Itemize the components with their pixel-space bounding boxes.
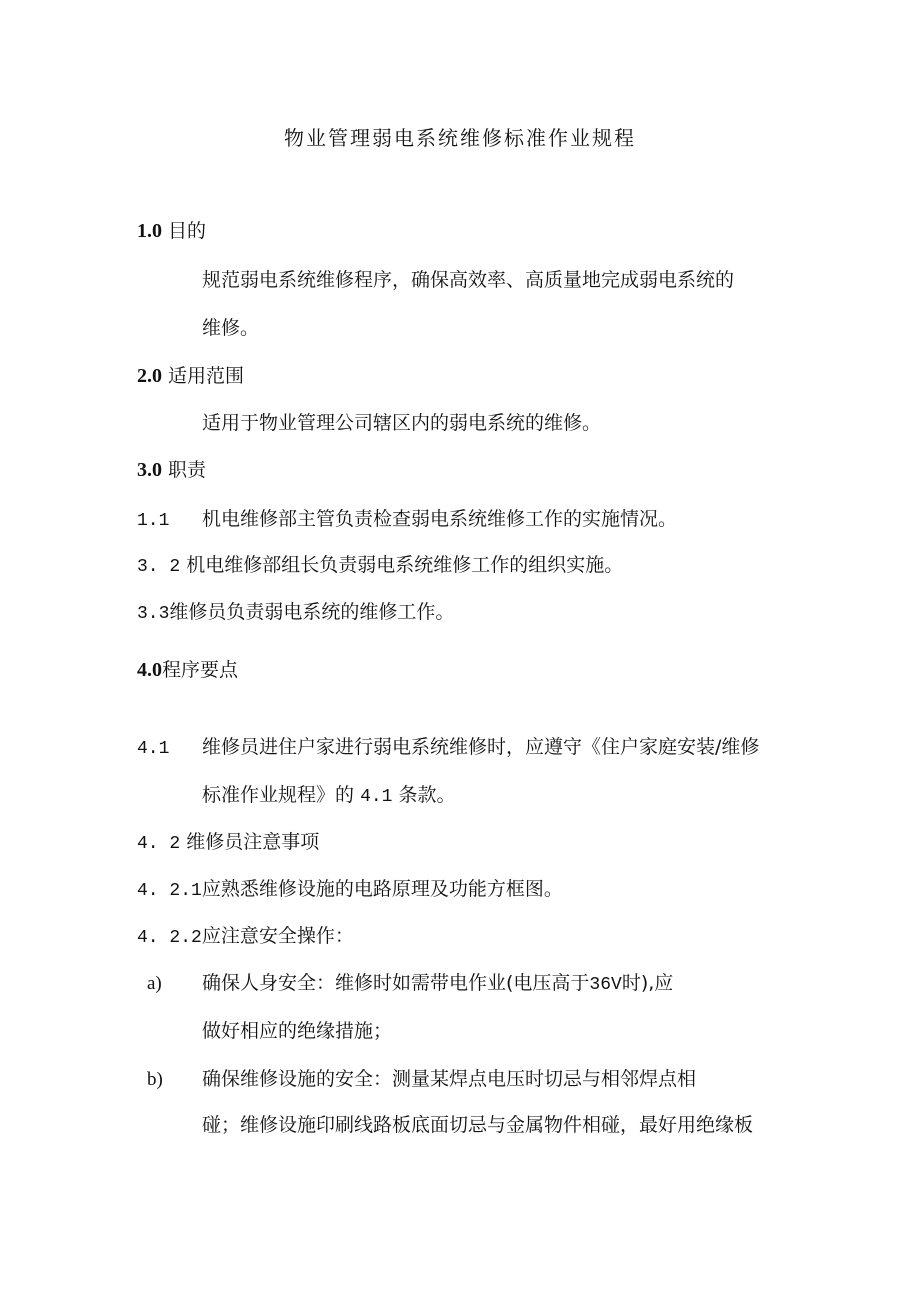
clause-4-2-text: 维修员注意事项 xyxy=(186,831,320,853)
clause-4-2-2-number: 4. 2.2 xyxy=(137,928,202,948)
item-b-line-1: 确保维修设施的安全：测量某焊点电压时切忌与相邻焊点相 xyxy=(202,1068,697,1090)
clause-4-2-1 xyxy=(137,877,563,903)
clause-4-1-number-text: 4.1 xyxy=(137,739,170,759)
clause-4-2-2 xyxy=(137,924,354,950)
section-3-number: 3.0 xyxy=(137,459,162,481)
item-a-voltage: 36V xyxy=(589,975,622,995)
duty-item-1 xyxy=(137,507,169,533)
section-1-body-line-1: 规范弱电系统维修程序，确保高效率、高质量地完成弱电系统的 xyxy=(202,269,735,291)
document-title: 物业管理弱电系统维修标准作业规程 xyxy=(284,126,636,150)
clause-4-1-line-2 xyxy=(202,783,456,809)
section-4-title: 程序要点 xyxy=(162,659,239,681)
item-a-label xyxy=(147,971,162,996)
item-b-line-2: 碰；维修设施印刷线路板底面切忌与金属物件相碰，最好用绝缘板 xyxy=(202,1114,754,1136)
clause-4-2-1-text: 应熟悉维修设施的电路原理及功能方框图。 xyxy=(201,878,563,900)
section-4-number: 4.0 xyxy=(137,659,162,681)
item-a-line-1-part-a: 确保人身安全：维修时如需带电作业(电压高于 xyxy=(202,972,590,994)
duty-item-3-text: 维修员负责弱电系统的维修工作。 xyxy=(169,601,455,623)
clause-4-2-2-text: 应注意安全操作： xyxy=(201,925,354,947)
item-a-line-1-part-c: 时),应 xyxy=(621,972,674,994)
clause-4-2 xyxy=(137,830,319,856)
section-1-title: 目的 xyxy=(168,220,207,242)
section-1-body-line-2: 维修。 xyxy=(202,317,260,339)
item-b-label xyxy=(147,1067,163,1092)
section-1-number: 1.0 xyxy=(137,220,162,242)
item-a-line-2: 做好相应的绝缘措施； xyxy=(202,1020,393,1042)
section-4-heading xyxy=(137,658,238,682)
duty-item-3-number: 3.3 xyxy=(137,604,170,624)
section-1-heading xyxy=(137,219,206,243)
section-3-heading xyxy=(137,458,206,482)
clause-4-1-number xyxy=(137,735,169,761)
section-2-number: 2.0 xyxy=(137,365,162,387)
duty-item-2 xyxy=(137,553,623,579)
section-2-body-line-1: 适用于物业管理公司辖区内的弱电系统的维修。 xyxy=(202,412,602,434)
section-2-title: 适用范围 xyxy=(168,365,245,387)
duty-item-2-number: 3. 2 xyxy=(137,557,181,577)
clause-4-1-line-1: 维修员进住户家进行弱电系统维修时，应遵守《住户家庭安装/维修 xyxy=(202,736,760,758)
clause-4-1-reference-number: 4.1 xyxy=(360,787,393,807)
duty-item-1-number: 1.1 xyxy=(137,511,170,531)
clause-4-2-number: 4. 2 xyxy=(137,834,181,854)
section-3-title: 职责 xyxy=(168,459,207,481)
item-a-label-text: a) xyxy=(147,973,162,994)
item-a-line-1 xyxy=(202,971,673,997)
duty-item-3 xyxy=(137,600,454,626)
section-2-heading xyxy=(137,364,244,388)
clause-4-1-line-2-part-a: 标准作业规程》的 xyxy=(202,784,355,806)
clause-4-2-1-number: 4. 2.1 xyxy=(137,881,202,901)
item-b-label-text: b) xyxy=(147,1069,163,1090)
duty-item-1-text: 机电维修部主管负责检查弱电系统维修工作的实施情况。 xyxy=(202,508,678,530)
duty-item-2-text: 机电维修部组长负责弱电系统维修工作的组织实施。 xyxy=(186,554,624,576)
clause-4-1-line-2-part-c: 条款。 xyxy=(398,784,456,806)
